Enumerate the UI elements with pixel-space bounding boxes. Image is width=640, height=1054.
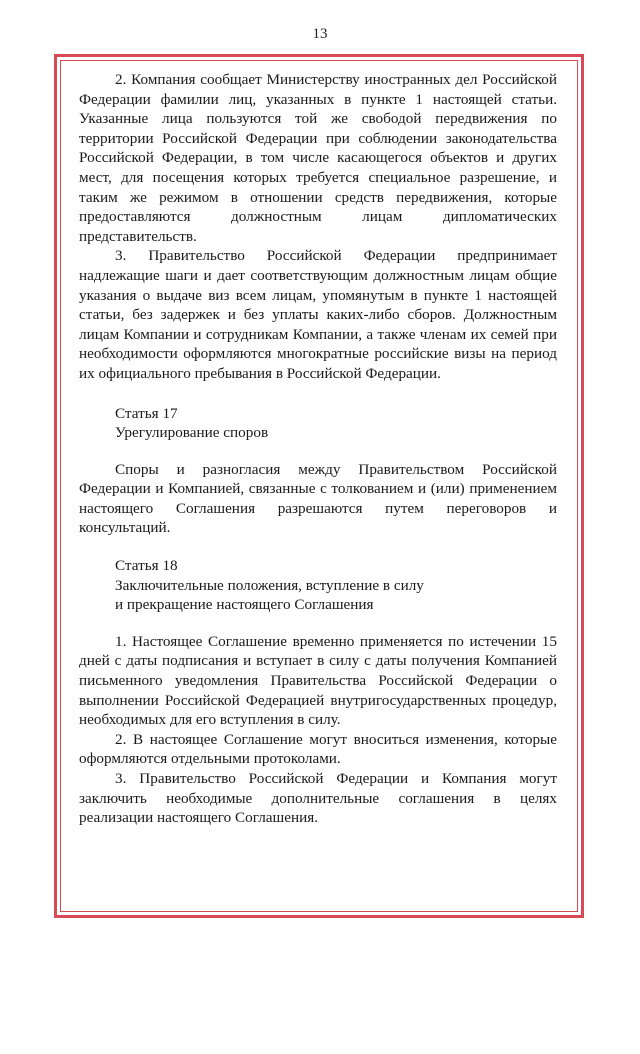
article-17-text: Споры и разногласия между Правительством Российской Федерации и Компанией, связанные с толкованием и (или) применением настоящего Соглашения разрешаются путем переговоров и консультаций.: [79, 460, 557, 537]
article-18-paragraph-2: 2. В настоящее Соглашение могут вноситься изменения, которые оформляются отдельными протоколами.: [79, 730, 557, 768]
article-17-title: Урегулирование споров: [115, 424, 269, 442]
paragraph-2: 2. Компания сообщает Министерству иностранных дел Российской Федерации фамилии лиц, указанных в пункте 1 настоящей статьи. Указанные лица пользуются той же свободой передвижения по территории Российской Федерации при соблюдении законодательства Российской Федерации, в том числе касающегося объектов и других мест, для посещения которых требуется специальное разрешение, и таким же режимом в отношении средств передвижения, которые предоставляются должностным лицам дипломатических представительств.: [79, 71, 557, 245]
page-number: 13: [312, 26, 328, 42]
article-18-number: Статья 18: [115, 557, 178, 575]
article-18-title-line2: и прекращение настоящего Соглашения: [115, 596, 374, 614]
paragraph-3: 3. Правительство Российской Федерации предпринимает надлежащие шаги и дает соответствующим должностным лицам общие указания о выдаче виз всем лицам, упомянутым в пункте 1 настоящей статьи, без задержек и без уплаты каких-либо сборов. Должностным лицам Компании и сотрудникам Компании, а также членам их семей при необходимости оформляются многократные российские визы на период их официального пребывания в Российской Федерации.: [79, 247, 557, 382]
document-body: [79, 70, 557, 828]
article-18-paragraph-1: 1. Настоящее Соглашение временно применяется по истечении 15 дней с даты подписания и вступает в силу с даты получения Компанией письменного уведомления Правительства Российской Федерации о выполнении Российской Федерацией внутригосударственных процедур, необходимых для его вступления в силу.: [79, 632, 557, 729]
article-18-title-line1: Заключительные положения, вступление в силу: [115, 576, 424, 594]
article-18-paragraph-3: 3. Правительство Российской Федерации и Компания могут заключить необходимые дополнительные соглашения в целях реализации настоящего Соглашения.: [79, 770, 557, 827]
article-17-number: Статья 17: [115, 404, 178, 422]
